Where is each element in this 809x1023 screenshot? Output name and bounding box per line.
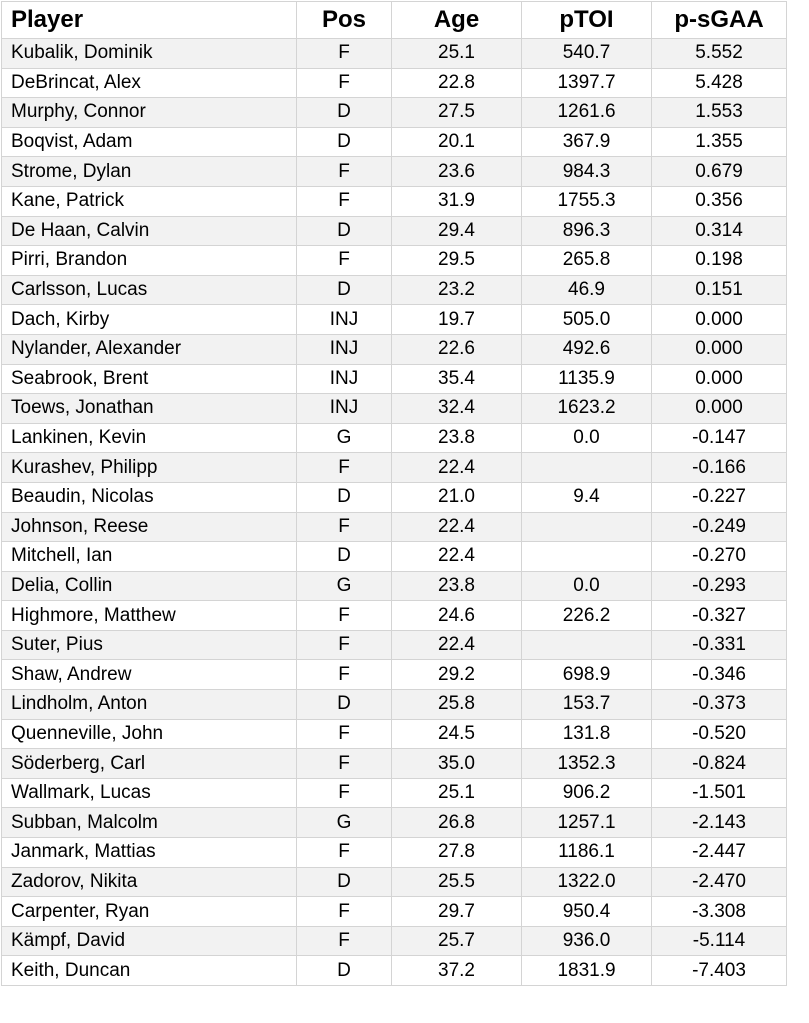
cell-ptoi: 492.6: [522, 334, 652, 364]
cell-player: Pirri, Brandon: [2, 246, 297, 276]
cell-ptoi: 896.3: [522, 216, 652, 246]
cell-ptoi: 1186.1: [522, 838, 652, 868]
cell-age: 35.4: [392, 364, 522, 394]
cell-age: 23.2: [392, 275, 522, 305]
cell-ptoi: 1623.2: [522, 394, 652, 424]
cell-psgaa: -0.373: [652, 690, 787, 720]
cell-psgaa: -0.331: [652, 630, 787, 660]
table-row: [2, 926, 787, 956]
table-row: [2, 956, 787, 986]
cell-psgaa: -5.114: [652, 926, 787, 956]
cell-ptoi: 131.8: [522, 719, 652, 749]
cell-psgaa: 0.356: [652, 186, 787, 216]
cell-age: 23.8: [392, 571, 522, 601]
cell-ptoi: 1352.3: [522, 749, 652, 779]
table-row: [2, 690, 787, 720]
cell-psgaa: -7.403: [652, 956, 787, 986]
cell-pos: D: [297, 956, 392, 986]
cell-player: Zadorov, Nikita: [2, 867, 297, 897]
table-row: [2, 897, 787, 927]
cell-age: 20.1: [392, 127, 522, 157]
cell-ptoi: 950.4: [522, 897, 652, 927]
cell-player: Carlsson, Lucas: [2, 275, 297, 305]
cell-pos: D: [297, 482, 392, 512]
cell-age: 27.8: [392, 838, 522, 868]
cell-ptoi: 1831.9: [522, 956, 652, 986]
cell-ptoi: 698.9: [522, 660, 652, 690]
cell-player: Quenneville, John: [2, 719, 297, 749]
cell-player: Kane, Patrick: [2, 186, 297, 216]
table-row: [2, 305, 787, 335]
table-row: [2, 364, 787, 394]
cell-age: 31.9: [392, 186, 522, 216]
cell-pos: F: [297, 719, 392, 749]
cell-age: 22.8: [392, 68, 522, 98]
cell-psgaa: 0.000: [652, 305, 787, 335]
cell-psgaa: -0.270: [652, 542, 787, 572]
cell-age: 29.4: [392, 216, 522, 246]
cell-player: Beaudin, Nicolas: [2, 482, 297, 512]
cell-age: 25.1: [392, 39, 522, 69]
cell-age: 22.4: [392, 453, 522, 483]
cell-pos: F: [297, 39, 392, 69]
cell-ptoi: 265.8: [522, 246, 652, 276]
cell-ptoi: 1755.3: [522, 186, 652, 216]
cell-age: 23.8: [392, 423, 522, 453]
cell-pos: F: [297, 186, 392, 216]
cell-age: 25.5: [392, 867, 522, 897]
cell-ptoi: 46.9: [522, 275, 652, 305]
cell-psgaa: -0.293: [652, 571, 787, 601]
cell-player: Carpenter, Ryan: [2, 897, 297, 927]
cell-psgaa: 5.428: [652, 68, 787, 98]
cell-psgaa: -0.147: [652, 423, 787, 453]
cell-psgaa: -3.308: [652, 897, 787, 927]
cell-pos: F: [297, 630, 392, 660]
cell-player: Lindholm, Anton: [2, 690, 297, 720]
player-stats-table: [1, 1, 787, 986]
table-row: [2, 423, 787, 453]
table-row: [2, 838, 787, 868]
cell-pos: F: [297, 68, 392, 98]
header-psgaa: p-sGAA: [652, 2, 787, 39]
cell-player: Strome, Dylan: [2, 157, 297, 187]
cell-ptoi: 226.2: [522, 601, 652, 631]
cell-player: Janmark, Mattias: [2, 838, 297, 868]
header-ptoi: pTOI: [522, 2, 652, 39]
cell-ptoi: 936.0: [522, 926, 652, 956]
cell-ptoi: 906.2: [522, 778, 652, 808]
table-row: [2, 216, 787, 246]
cell-age: 35.0: [392, 749, 522, 779]
cell-ptoi: [522, 512, 652, 542]
cell-age: 22.4: [392, 542, 522, 572]
cell-player: Suter, Pius: [2, 630, 297, 660]
cell-player: Söderberg, Carl: [2, 749, 297, 779]
cell-pos: F: [297, 246, 392, 276]
cell-psgaa: -2.447: [652, 838, 787, 868]
cell-psgaa: 0.151: [652, 275, 787, 305]
table-row: [2, 157, 787, 187]
cell-age: 29.2: [392, 660, 522, 690]
table-row: [2, 127, 787, 157]
cell-ptoi: [522, 453, 652, 483]
cell-age: 19.7: [392, 305, 522, 335]
cell-player: Kurashev, Philipp: [2, 453, 297, 483]
cell-ptoi: 0.0: [522, 423, 652, 453]
cell-psgaa: 0.314: [652, 216, 787, 246]
cell-ptoi: 1257.1: [522, 808, 652, 838]
cell-player: Kubalik, Dominik: [2, 39, 297, 69]
cell-ptoi: 540.7: [522, 39, 652, 69]
cell-pos: F: [297, 897, 392, 927]
table-row: [2, 39, 787, 69]
cell-psgaa: 1.355: [652, 127, 787, 157]
cell-pos: F: [297, 660, 392, 690]
cell-psgaa: -0.520: [652, 719, 787, 749]
cell-player: Kämpf, David: [2, 926, 297, 956]
cell-pos: F: [297, 157, 392, 187]
header-age: Age: [392, 2, 522, 39]
cell-age: 37.2: [392, 956, 522, 986]
cell-pos: G: [297, 423, 392, 453]
table-row: [2, 482, 787, 512]
cell-psgaa: -0.249: [652, 512, 787, 542]
cell-player: Toews, Jonathan: [2, 394, 297, 424]
cell-player: Boqvist, Adam: [2, 127, 297, 157]
cell-pos: F: [297, 601, 392, 631]
cell-player: Keith, Duncan: [2, 956, 297, 986]
cell-age: 25.1: [392, 778, 522, 808]
cell-player: Seabrook, Brent: [2, 364, 297, 394]
cell-psgaa: -1.501: [652, 778, 787, 808]
cell-ptoi: [522, 630, 652, 660]
cell-psgaa: -0.824: [652, 749, 787, 779]
cell-pos: INJ: [297, 305, 392, 335]
cell-player: Mitchell, Ian: [2, 542, 297, 572]
cell-age: 22.6: [392, 334, 522, 364]
table-row: [2, 186, 787, 216]
table-header: [2, 2, 787, 39]
cell-ptoi: 0.0: [522, 571, 652, 601]
cell-pos: D: [297, 127, 392, 157]
table-row: [2, 719, 787, 749]
cell-pos: F: [297, 838, 392, 868]
cell-psgaa: 0.000: [652, 364, 787, 394]
table-row: [2, 246, 787, 276]
cell-psgaa: 0.000: [652, 394, 787, 424]
table-row: [2, 542, 787, 572]
cell-psgaa: 0.198: [652, 246, 787, 276]
table-body: [2, 39, 787, 986]
cell-pos: F: [297, 453, 392, 483]
cell-ptoi: 1397.7: [522, 68, 652, 98]
cell-psgaa: -0.327: [652, 601, 787, 631]
cell-age: 23.6: [392, 157, 522, 187]
cell-player: DeBrincat, Alex: [2, 68, 297, 98]
table-row: [2, 630, 787, 660]
cell-ptoi: 984.3: [522, 157, 652, 187]
cell-age: 22.4: [392, 512, 522, 542]
cell-player: De Haan, Calvin: [2, 216, 297, 246]
cell-pos: F: [297, 512, 392, 542]
cell-psgaa: -0.227: [652, 482, 787, 512]
cell-player: Delia, Collin: [2, 571, 297, 601]
table-row: [2, 778, 787, 808]
cell-age: 27.5: [392, 98, 522, 128]
cell-psgaa: 5.552: [652, 39, 787, 69]
cell-ptoi: 1322.0: [522, 867, 652, 897]
cell-age: 22.4: [392, 630, 522, 660]
cell-player: Nylander, Alexander: [2, 334, 297, 364]
table-row: [2, 512, 787, 542]
cell-ptoi: 9.4: [522, 482, 652, 512]
cell-pos: D: [297, 275, 392, 305]
cell-age: 24.5: [392, 719, 522, 749]
cell-psgaa: -2.143: [652, 808, 787, 838]
cell-age: 26.8: [392, 808, 522, 838]
cell-pos: D: [297, 216, 392, 246]
table-row: [2, 334, 787, 364]
table-row: [2, 749, 787, 779]
table-row: [2, 275, 787, 305]
cell-pos: F: [297, 778, 392, 808]
table-row: [2, 571, 787, 601]
cell-pos: INJ: [297, 334, 392, 364]
cell-player: Johnson, Reese: [2, 512, 297, 542]
header-player: Player: [2, 2, 297, 39]
cell-psgaa: -0.346: [652, 660, 787, 690]
cell-age: 25.8: [392, 690, 522, 720]
table-row: [2, 68, 787, 98]
table-row: [2, 867, 787, 897]
table-row: [2, 394, 787, 424]
cell-pos: F: [297, 926, 392, 956]
cell-pos: D: [297, 98, 392, 128]
cell-age: 32.4: [392, 394, 522, 424]
table-row: [2, 660, 787, 690]
cell-psgaa: -2.470: [652, 867, 787, 897]
table-row: [2, 601, 787, 631]
table-row: [2, 98, 787, 128]
cell-pos: D: [297, 867, 392, 897]
cell-player: Lankinen, Kevin: [2, 423, 297, 453]
cell-player: Highmore, Matthew: [2, 601, 297, 631]
cell-psgaa: 1.553: [652, 98, 787, 128]
cell-age: 24.6: [392, 601, 522, 631]
cell-pos: D: [297, 542, 392, 572]
cell-ptoi: 367.9: [522, 127, 652, 157]
cell-player: Subban, Malcolm: [2, 808, 297, 838]
cell-pos: F: [297, 749, 392, 779]
cell-ptoi: 1135.9: [522, 364, 652, 394]
cell-age: 29.7: [392, 897, 522, 927]
table-row: [2, 453, 787, 483]
cell-age: 21.0: [392, 482, 522, 512]
cell-pos: INJ: [297, 364, 392, 394]
cell-pos: G: [297, 571, 392, 601]
cell-age: 25.7: [392, 926, 522, 956]
cell-pos: G: [297, 808, 392, 838]
cell-ptoi: 153.7: [522, 690, 652, 720]
cell-age: 29.5: [392, 246, 522, 276]
cell-psgaa: -0.166: [652, 453, 787, 483]
header-pos: Pos: [297, 2, 392, 39]
cell-pos: INJ: [297, 394, 392, 424]
table-row: [2, 808, 787, 838]
cell-pos: D: [297, 690, 392, 720]
cell-player: Wallmark, Lucas: [2, 778, 297, 808]
cell-ptoi: 505.0: [522, 305, 652, 335]
cell-psgaa: 0.679: [652, 157, 787, 187]
cell-player: Shaw, Andrew: [2, 660, 297, 690]
header-row: [2, 2, 787, 39]
cell-player: Murphy, Connor: [2, 98, 297, 128]
cell-psgaa: 0.000: [652, 334, 787, 364]
cell-ptoi: 1261.6: [522, 98, 652, 128]
cell-ptoi: [522, 542, 652, 572]
cell-player: Dach, Kirby: [2, 305, 297, 335]
